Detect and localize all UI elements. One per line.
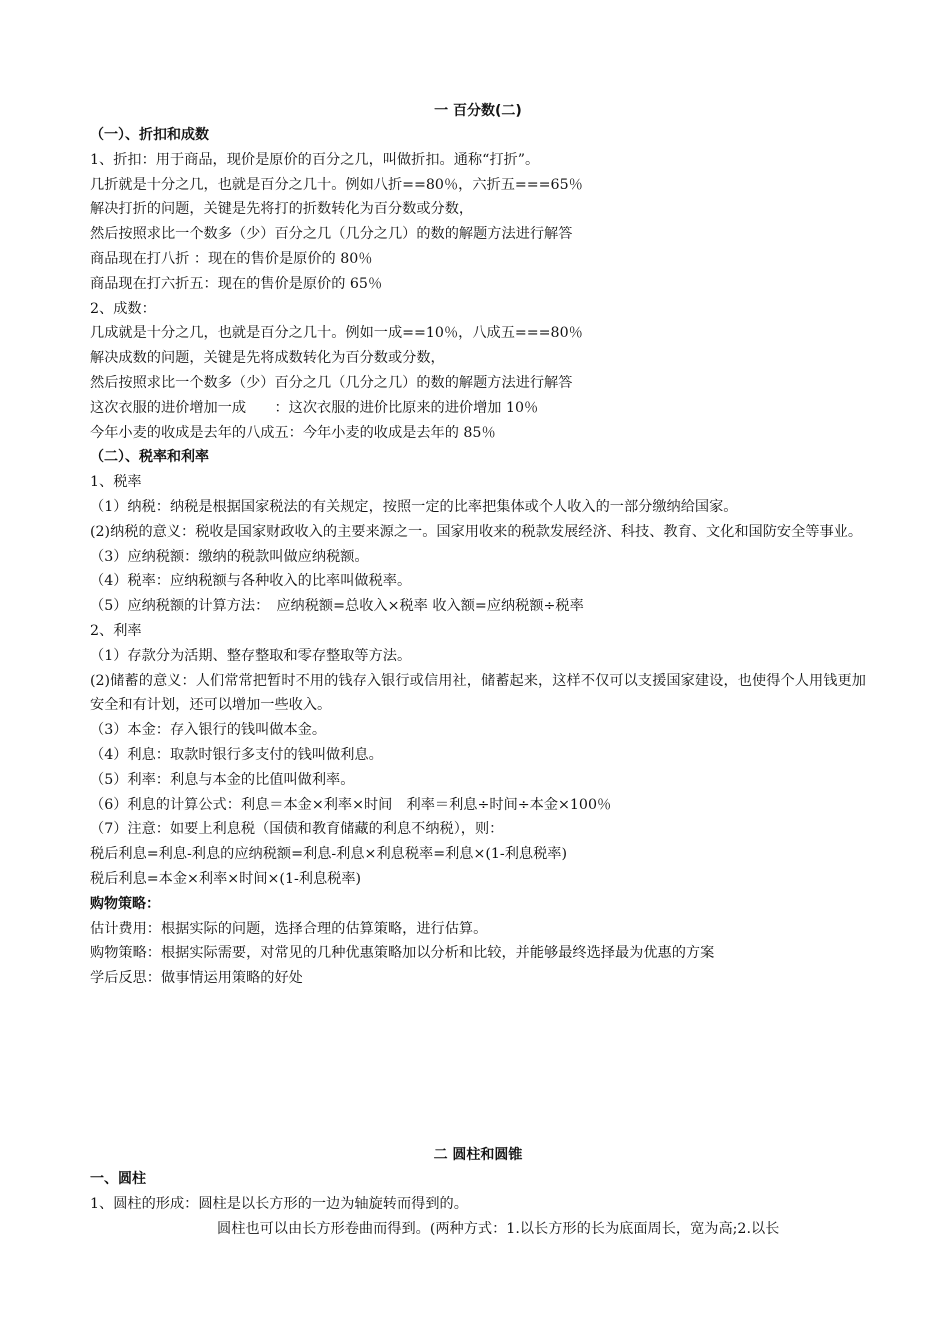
text-line: 解决成数的问题，关键是先将成数转化为百分数或分数， bbox=[90, 350, 445, 367]
text-line: （6）利息的计算公式：利息＝本金×利率×时间 利率＝利息÷时间÷本金×100％ bbox=[90, 796, 612, 813]
text-line: 然后按照求比一个数多（少）百分之几（几分之几）的数的解题方法进行解答 bbox=[90, 226, 573, 243]
text-line: 税后利息=本金×利率×时间×(1-利息税率) bbox=[90, 870, 362, 887]
text-line: 2、利率 bbox=[90, 622, 142, 639]
text-line: 商品现在打六折五：现在的售价是原价的 65％ bbox=[90, 275, 383, 292]
text-line: 1、圆柱的形成：圆柱是以长方形的一边为轴旋转而得到的。 bbox=[90, 1195, 468, 1212]
text-line: 学后反思：做事情运用策略的好处 bbox=[90, 970, 303, 987]
text-line: 几成就是十分之几，也就是百分之几十。例如一成==10％，八成五===80％ bbox=[90, 325, 583, 342]
text-line: 商品现在打八折 ：现在的售价是原价的 80％ bbox=[90, 250, 373, 267]
text-line: 税后利息=利息-利息的应纳税额=利息-利息×利息税率=利息×(1-利息税率) bbox=[90, 846, 567, 863]
text-line: （1）存款分为活期、整存整取和零存整取等方法。 bbox=[90, 647, 412, 664]
section-1 bbox=[90, 99, 866, 991]
text-line: （1）纳税：纳税是根据国家税法的有关规定，按照一定的比率把集体或个人收入的一部分缴纳给国家。 bbox=[90, 498, 738, 515]
section-heading: （一）、折扣和成数 bbox=[90, 127, 209, 143]
text-line: （5）利率：利息与本金的比值叫做利率。 bbox=[90, 771, 355, 788]
text-line: 圆柱也可以由长方形卷曲而得到。(两种方式：1.以长方形的长为底面周长，宽为高;2.以长 bbox=[217, 1220, 780, 1237]
section-heading: 购物策略： bbox=[90, 895, 160, 912]
section-2-body bbox=[90, 1167, 866, 1241]
text-line: (2)储蓄的意义：人们常常把暂时不用的钱存入银行或信用社，储蓄起来，这样不仅可以支援国家建设，也使得个人用钱更加安全和有计划，还可以增加一些收入。 bbox=[90, 672, 866, 714]
text-line: （3）应纳税额：缴纳的税款叫做应纳税额。 bbox=[90, 548, 369, 565]
text-line: 购物策略：根据实际需要，对常见的几种优惠策略加以分析和比较，并能够最终选择最为优惠的方案 bbox=[90, 945, 715, 962]
text-line: 2、成数： bbox=[90, 300, 156, 317]
text-line: 1、税率 bbox=[90, 474, 142, 491]
text-line: （7）注意：如要上利息税（国债和教育储藏的利息不纳税），则： bbox=[90, 821, 504, 838]
section-2 bbox=[90, 1143, 866, 1241]
section-2-title: 二 圆柱和圆锥 bbox=[433, 1147, 523, 1163]
section-1-body bbox=[90, 123, 866, 991]
text-line: 解决打折的问题，关键是先将打的折数转化为百分数或分数， bbox=[90, 201, 474, 218]
section-heading: 一、圆柱 bbox=[90, 1171, 146, 1187]
text-line: 1、折扣：用于商品，现价是原价的百分之几，叫做折扣。通称“打折”。 bbox=[90, 151, 540, 168]
section-1-title: 一 百分数(二) bbox=[434, 103, 522, 119]
section-heading: （二）、税率和利率 bbox=[90, 449, 209, 466]
text-line: （4）税率：应纳税额与各种收入的比率叫做税率。 bbox=[90, 573, 412, 590]
text-line: 这次衣服的进价增加一成 ：这次衣服的进价比原来的进价增加 10％ bbox=[90, 399, 539, 416]
text-line: (2)纳税的意义：税收是国家财政收入的主要来源之一。国家用收来的税款发展经济、科技、教育、文化和国防安全等事业。 bbox=[90, 523, 863, 540]
text-line: （4）利息：取款时银行多支付的钱叫做利息。 bbox=[90, 746, 383, 763]
text-line: （5）应纳税额的计算方法： 应纳税额=总收入×税率 收入额=应纳税额÷税率 bbox=[90, 598, 584, 615]
text-line: 然后按照求比一个数多（少）百分之几（几分之几）的数的解题方法进行解答 bbox=[90, 374, 573, 391]
text-line: 估计费用：根据实际的问题，选择合理的估算策略，进行估算。 bbox=[90, 920, 488, 937]
text-line: （3）本金：存入银行的钱叫做本金。 bbox=[90, 722, 327, 739]
text-line: 今年小麦的收成是去年的八成五：今年小麦的收成是去年的 85％ bbox=[90, 424, 496, 441]
text-line: 几折就是十分之几，也就是百分之几十。例如八折==80％，六折五===65％ bbox=[90, 176, 583, 193]
